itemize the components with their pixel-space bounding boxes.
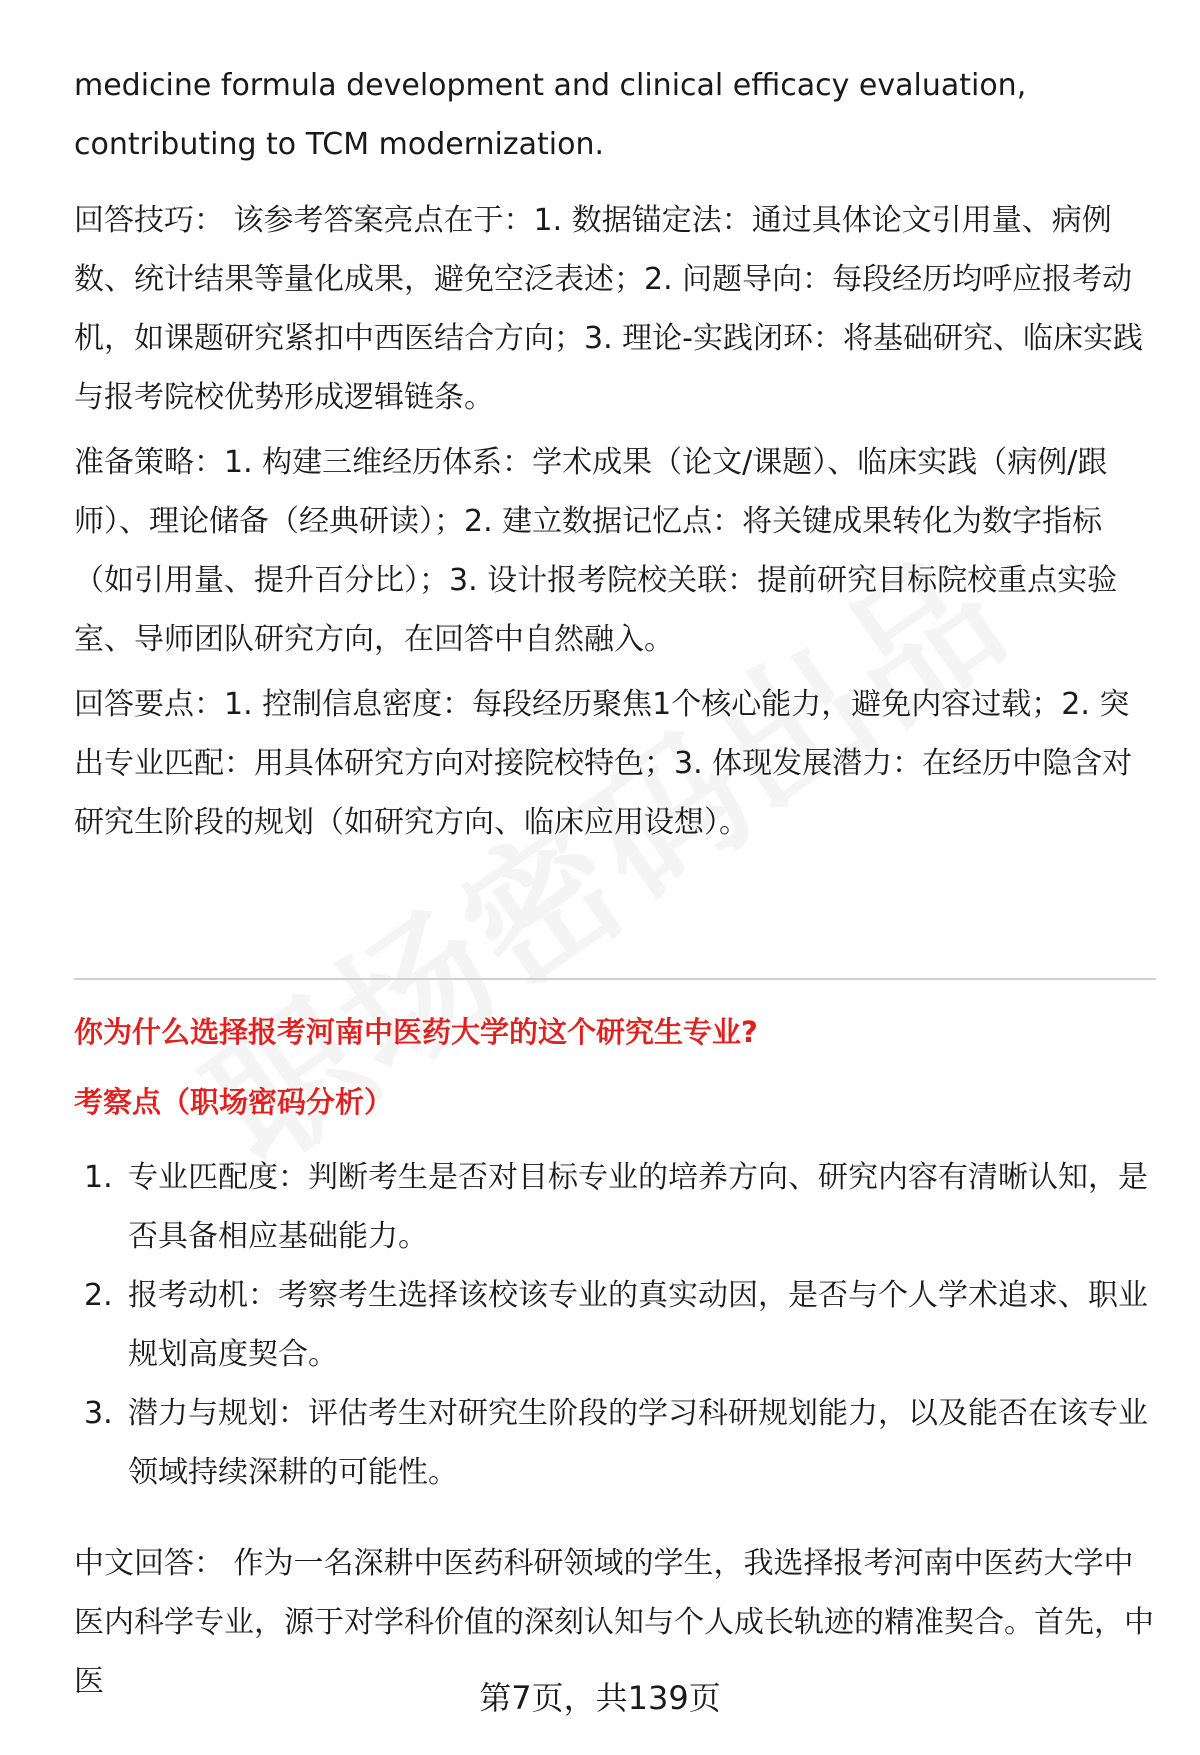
paragraph-chinese-answer: 中文回答： 作为一名深耕中医药科研领域的学生，我选择报考河南中医药大学中医内科学专业，源于对学科价值的深刻认知与个人成长轨迹的精准契合。首先，中医	[74, 1546, 1154, 1699]
question-heading: 你为什么选择报考河南中医药大学的这个研究生专业?	[74, 1015, 758, 1049]
assessment-subheading: 考察点（职场密码分析）	[74, 1085, 394, 1119]
list-item-text: 专业匹配度：判断考生是否对目标专业的培养方向、研究内容有清晰认知，是否具备相应基础能力。	[128, 1160, 1148, 1254]
list-item	[74, 1148, 1156, 1266]
list-item-text: 潜力与规划：评估考生对研究生阶段的学习科研规划能力，以及能否在该专业领域持续深耕的可能性。	[128, 1396, 1148, 1490]
page-footer: 第7页，共139页	[479, 1679, 721, 1717]
list-item-number: 1.	[84, 1160, 113, 1195]
list-item-number: 3.	[84, 1396, 113, 1431]
paragraph-prep-strategy: 准备策略：1. 构建三维经历体系：学术成果（论文/课题）、临床实践（病例/跟师）、理论储备（经典研读）；2. 建立数据记忆点：将关键成果转化为数字指标（如引用量、提升百分比）；3. 设计报考院校关联：提前研究目标院校重点实验室、导师团队研究方向，在回答中自然融入。	[74, 445, 1118, 657]
paragraph-answer-points: 回答要点：1. 控制信息密度：每段经历聚焦1个核心能力，避免内容过载；2. 突出专业匹配：用具体研究方向对接院校特色；3. 体现发展潜力：在经历中隐含对研究生阶段的规划（如研究方向、临床应用设想）。	[74, 687, 1133, 840]
list-item	[74, 1266, 1156, 1384]
list-item-number: 2.	[84, 1278, 113, 1313]
list-item-text: 报考动机：考察考生选择该校该专业的真实动因，是否与个人学术追求、职业规划高度契合。	[128, 1278, 1148, 1372]
paragraph-intro: medicine formula development and clinical efficacy evaluation, contributing to TCM modernization.	[74, 68, 1027, 162]
paragraph-answer-tips: 回答技巧： 该参考答案亮点在于：1. 数据锚定法：通过具体论文引用量、病例数、统计结果等量化成果，避免空泛表述；2. 问题导向：每段经历均呼应报考动机，如课题研究紧扣中西医结合方向；3. 理论-实践闭环：将基础研究、临床实践与报考院校优势形成逻辑链条。	[74, 203, 1143, 415]
section-divider	[74, 978, 1156, 980]
list-item	[74, 1384, 1156, 1502]
